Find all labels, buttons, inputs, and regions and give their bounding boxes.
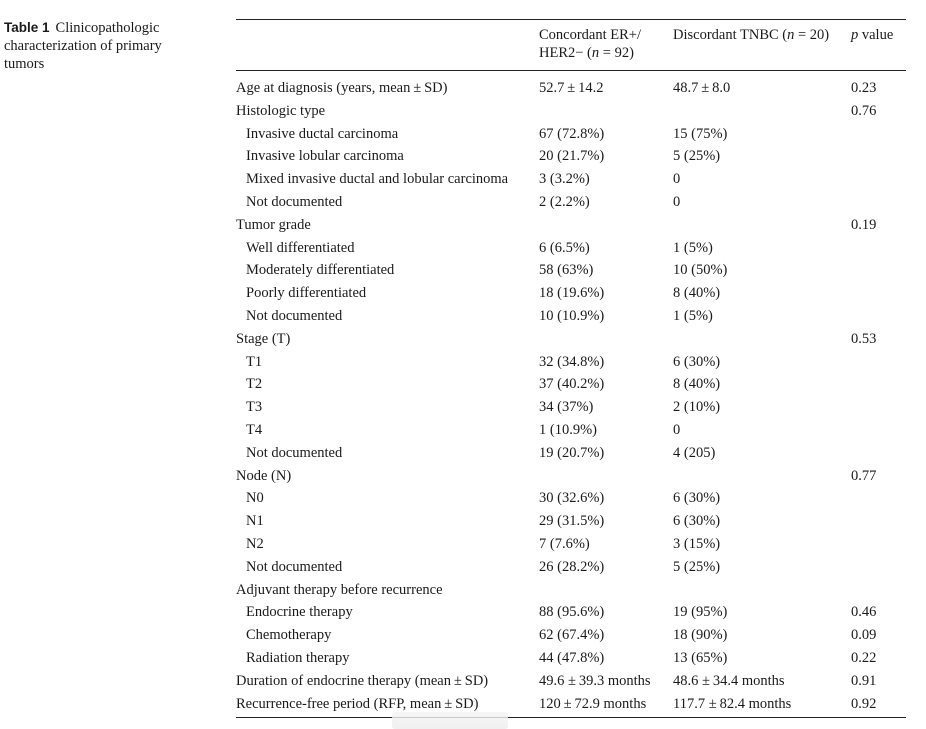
header-concordant: Concordant ER+/ HER2− (n = 92) — [539, 20, 673, 71]
table-label: Table 1 — [4, 20, 50, 35]
cell-p-value — [851, 305, 906, 328]
row-label: Radiation therapy — [246, 649, 350, 666]
table-row — [236, 168, 906, 191]
cell-concordant: 1 (10.9%) — [539, 421, 597, 438]
row-label: Not documented — [246, 558, 343, 575]
data-table-container — [236, 19, 906, 718]
cell-concordant: 32 (34.8%) — [539, 353, 605, 370]
cell-concordant — [539, 328, 673, 351]
cell-discordant: 5 (25%) — [673, 148, 721, 165]
row-label: Not documented — [246, 307, 343, 324]
cell-concordant — [539, 579, 673, 602]
cell-discordant: 48.6 ± 34.4 months — [673, 672, 785, 689]
table-row — [236, 71, 906, 100]
cell-p-value — [851, 282, 906, 305]
table-row — [236, 579, 906, 602]
cell-concordant: 10 (10.9%) — [539, 307, 605, 324]
cell-concordant: 88 (95.6%) — [539, 604, 605, 621]
cell-p-value — [851, 510, 906, 533]
table-row — [236, 351, 906, 374]
row-label: T2 — [246, 376, 263, 393]
cell-discordant: 10 (50%) — [673, 262, 728, 279]
cell-concordant: 52.7 ± 14.2 — [539, 80, 604, 96]
cell-discordant — [673, 465, 851, 488]
cell-p-value: 0.09 — [851, 627, 877, 644]
table-row — [236, 693, 906, 718]
row-label: Moderately differentiated — [246, 262, 395, 279]
table-row — [236, 487, 906, 510]
table-header-row — [236, 20, 906, 71]
cell-concordant: 58 (63%) — [539, 262, 594, 279]
cell-discordant: 1 (5%) — [673, 239, 713, 256]
cell-concordant — [539, 214, 673, 237]
row-label: Tumor grade — [236, 216, 311, 233]
cell-concordant: 6 (6.5%) — [539, 239, 590, 256]
row-label: Invasive lobular carcinoma — [246, 148, 404, 165]
cell-discordant: 2 (10%) — [673, 399, 721, 416]
table-row — [236, 282, 906, 305]
cell-discordant: 19 (95%) — [673, 604, 728, 621]
cell-discordant: 117.7 ± 82.4 months — [673, 693, 851, 718]
row-label: Stage (T) — [236, 330, 291, 347]
table-row — [236, 191, 906, 214]
cell-discordant: 5 (25%) — [673, 558, 721, 575]
row-label: Not documented — [246, 444, 343, 461]
cell-p-value: 0.53 — [851, 330, 877, 347]
header-label-column — [236, 20, 539, 71]
row-label: Node (N) — [236, 467, 292, 484]
watermark-graphic — [392, 712, 508, 729]
table-row — [236, 214, 906, 237]
cell-concordant: 29 (31.5%) — [539, 513, 605, 530]
cell-p-value — [851, 191, 906, 214]
table-row — [236, 510, 906, 533]
row-label: Duration of endocrine therapy (mean ± SD) — [236, 672, 489, 689]
cell-discordant — [673, 100, 851, 123]
table-row — [236, 373, 906, 396]
cell-p-value: 0.46 — [851, 604, 877, 621]
row-label: Well differentiated — [246, 239, 355, 256]
cell-concordant — [539, 465, 673, 488]
row-label: Not documented — [246, 193, 343, 210]
clinicopathologic-table — [236, 19, 906, 718]
table-row — [236, 465, 906, 488]
table-row — [236, 556, 906, 579]
cell-discordant — [673, 214, 851, 237]
cell-p-value — [851, 579, 906, 602]
row-label: N0 — [246, 490, 264, 507]
cell-p-value — [851, 419, 906, 442]
row-label: T4 — [246, 421, 263, 438]
row-label: N1 — [246, 513, 264, 530]
cell-p-value — [851, 533, 906, 556]
cell-discordant: 4 (205) — [673, 444, 716, 461]
row-label: Poorly differentiated — [246, 285, 367, 302]
cell-p-value — [851, 123, 906, 146]
table-row — [236, 601, 906, 624]
table-row — [236, 419, 906, 442]
cell-concordant: 34 (37%) — [539, 399, 594, 416]
cell-p-value: 0.22 — [851, 649, 877, 666]
table-row — [236, 647, 906, 670]
table-row — [236, 624, 906, 647]
cell-concordant: 62 (67.4%) — [539, 627, 605, 644]
row-label: Recurrence-free period (RFP, mean ± SD) — [236, 693, 539, 718]
cell-p-value: 0.19 — [851, 216, 877, 233]
cell-concordant — [539, 100, 673, 123]
row-label: T1 — [246, 353, 263, 370]
cell-discordant: 3 (15%) — [673, 535, 721, 552]
cell-discordant: 0 — [673, 171, 681, 188]
cell-concordant: 67 (72.8%) — [539, 125, 605, 142]
table-row — [236, 100, 906, 123]
cell-discordant: 15 (75%) — [673, 125, 728, 142]
table-row — [236, 328, 906, 351]
cell-p-value: 0.76 — [851, 102, 877, 119]
cell-p-value — [851, 237, 906, 260]
cell-concordant: 19 (20.7%) — [539, 444, 605, 461]
cell-discordant: 8 (40%) — [673, 285, 721, 302]
table-row — [236, 305, 906, 328]
cell-concordant: 49.6 ± 39.3 months — [539, 672, 651, 689]
row-label: Endocrine therapy — [246, 604, 353, 621]
cell-p-value — [851, 487, 906, 510]
table-row — [236, 533, 906, 556]
cell-discordant: 6 (30%) — [673, 490, 721, 507]
cell-discordant: 0 — [673, 421, 681, 438]
cell-discordant: 1 (5%) — [673, 307, 713, 324]
row-label: Adjuvant therapy before recurrence — [236, 581, 443, 598]
cell-p-value — [851, 556, 906, 579]
cell-discordant — [673, 328, 851, 351]
cell-concordant: 44 (47.8%) — [539, 649, 605, 666]
table-row — [236, 259, 906, 282]
cell-concordant: 120 ± 72.9 months — [539, 693, 673, 718]
cell-p-value — [851, 442, 906, 465]
row-label: Mixed invasive ductal and lobular carcinoma — [246, 171, 509, 188]
cell-discordant: 18 (90%) — [673, 627, 728, 644]
cell-concordant: 26 (28.2%) — [539, 558, 605, 575]
cell-p-value: 0.92 — [851, 693, 906, 718]
cell-discordant: 6 (30%) — [673, 353, 721, 370]
cell-concordant: 3 (3.2%) — [539, 171, 590, 188]
header-discordant: Discordant TNBC (n = 20) — [673, 20, 851, 71]
table-row — [236, 145, 906, 168]
row-label: T3 — [246, 399, 263, 416]
row-label: Chemotherapy — [246, 627, 332, 644]
cell-discordant: 13 (65%) — [673, 649, 728, 666]
cell-concordant: 7 (7.6%) — [539, 535, 590, 552]
cell-concordant: 2 (2.2%) — [539, 193, 590, 210]
cell-p-value — [851, 259, 906, 282]
cell-discordant: 8 (40%) — [673, 376, 721, 393]
cell-p-value — [851, 145, 906, 168]
table-row — [236, 670, 906, 693]
table-body — [236, 71, 906, 718]
cell-concordant: 20 (21.7%) — [539, 148, 605, 165]
cell-discordant — [673, 579, 851, 602]
table-title: Clinicopathologic characterization of primary tumors — [4, 20, 162, 72]
cell-concordant: 37 (40.2%) — [539, 376, 605, 393]
cell-p-value — [851, 351, 906, 374]
row-label: Invasive ductal carcinoma — [246, 125, 399, 142]
table-row — [236, 396, 906, 419]
cell-p-value: 0.77 — [851, 467, 877, 484]
table-row — [236, 237, 906, 260]
cell-p-value — [851, 168, 906, 191]
cell-concordant: 30 (32.6%) — [539, 490, 605, 507]
cell-concordant: 18 (19.6%) — [539, 285, 605, 302]
cell-p-value: 0.23 — [851, 80, 877, 96]
cell-discordant: 6 (30%) — [673, 513, 721, 530]
cell-discordant: 0 — [673, 193, 681, 210]
table-row — [236, 442, 906, 465]
table-row — [236, 123, 906, 146]
row-label: Age at diagnosis (years, mean ± SD) — [236, 80, 448, 96]
row-label: Histologic type — [236, 102, 326, 119]
table-caption — [4, 19, 204, 73]
cell-discordant: 48.7 ± 8.0 — [673, 80, 731, 96]
row-label: N2 — [246, 535, 264, 552]
header-p-value: p value — [851, 20, 906, 71]
cell-p-value: 0.91 — [851, 672, 877, 689]
cell-p-value — [851, 396, 906, 419]
cell-p-value — [851, 373, 906, 396]
